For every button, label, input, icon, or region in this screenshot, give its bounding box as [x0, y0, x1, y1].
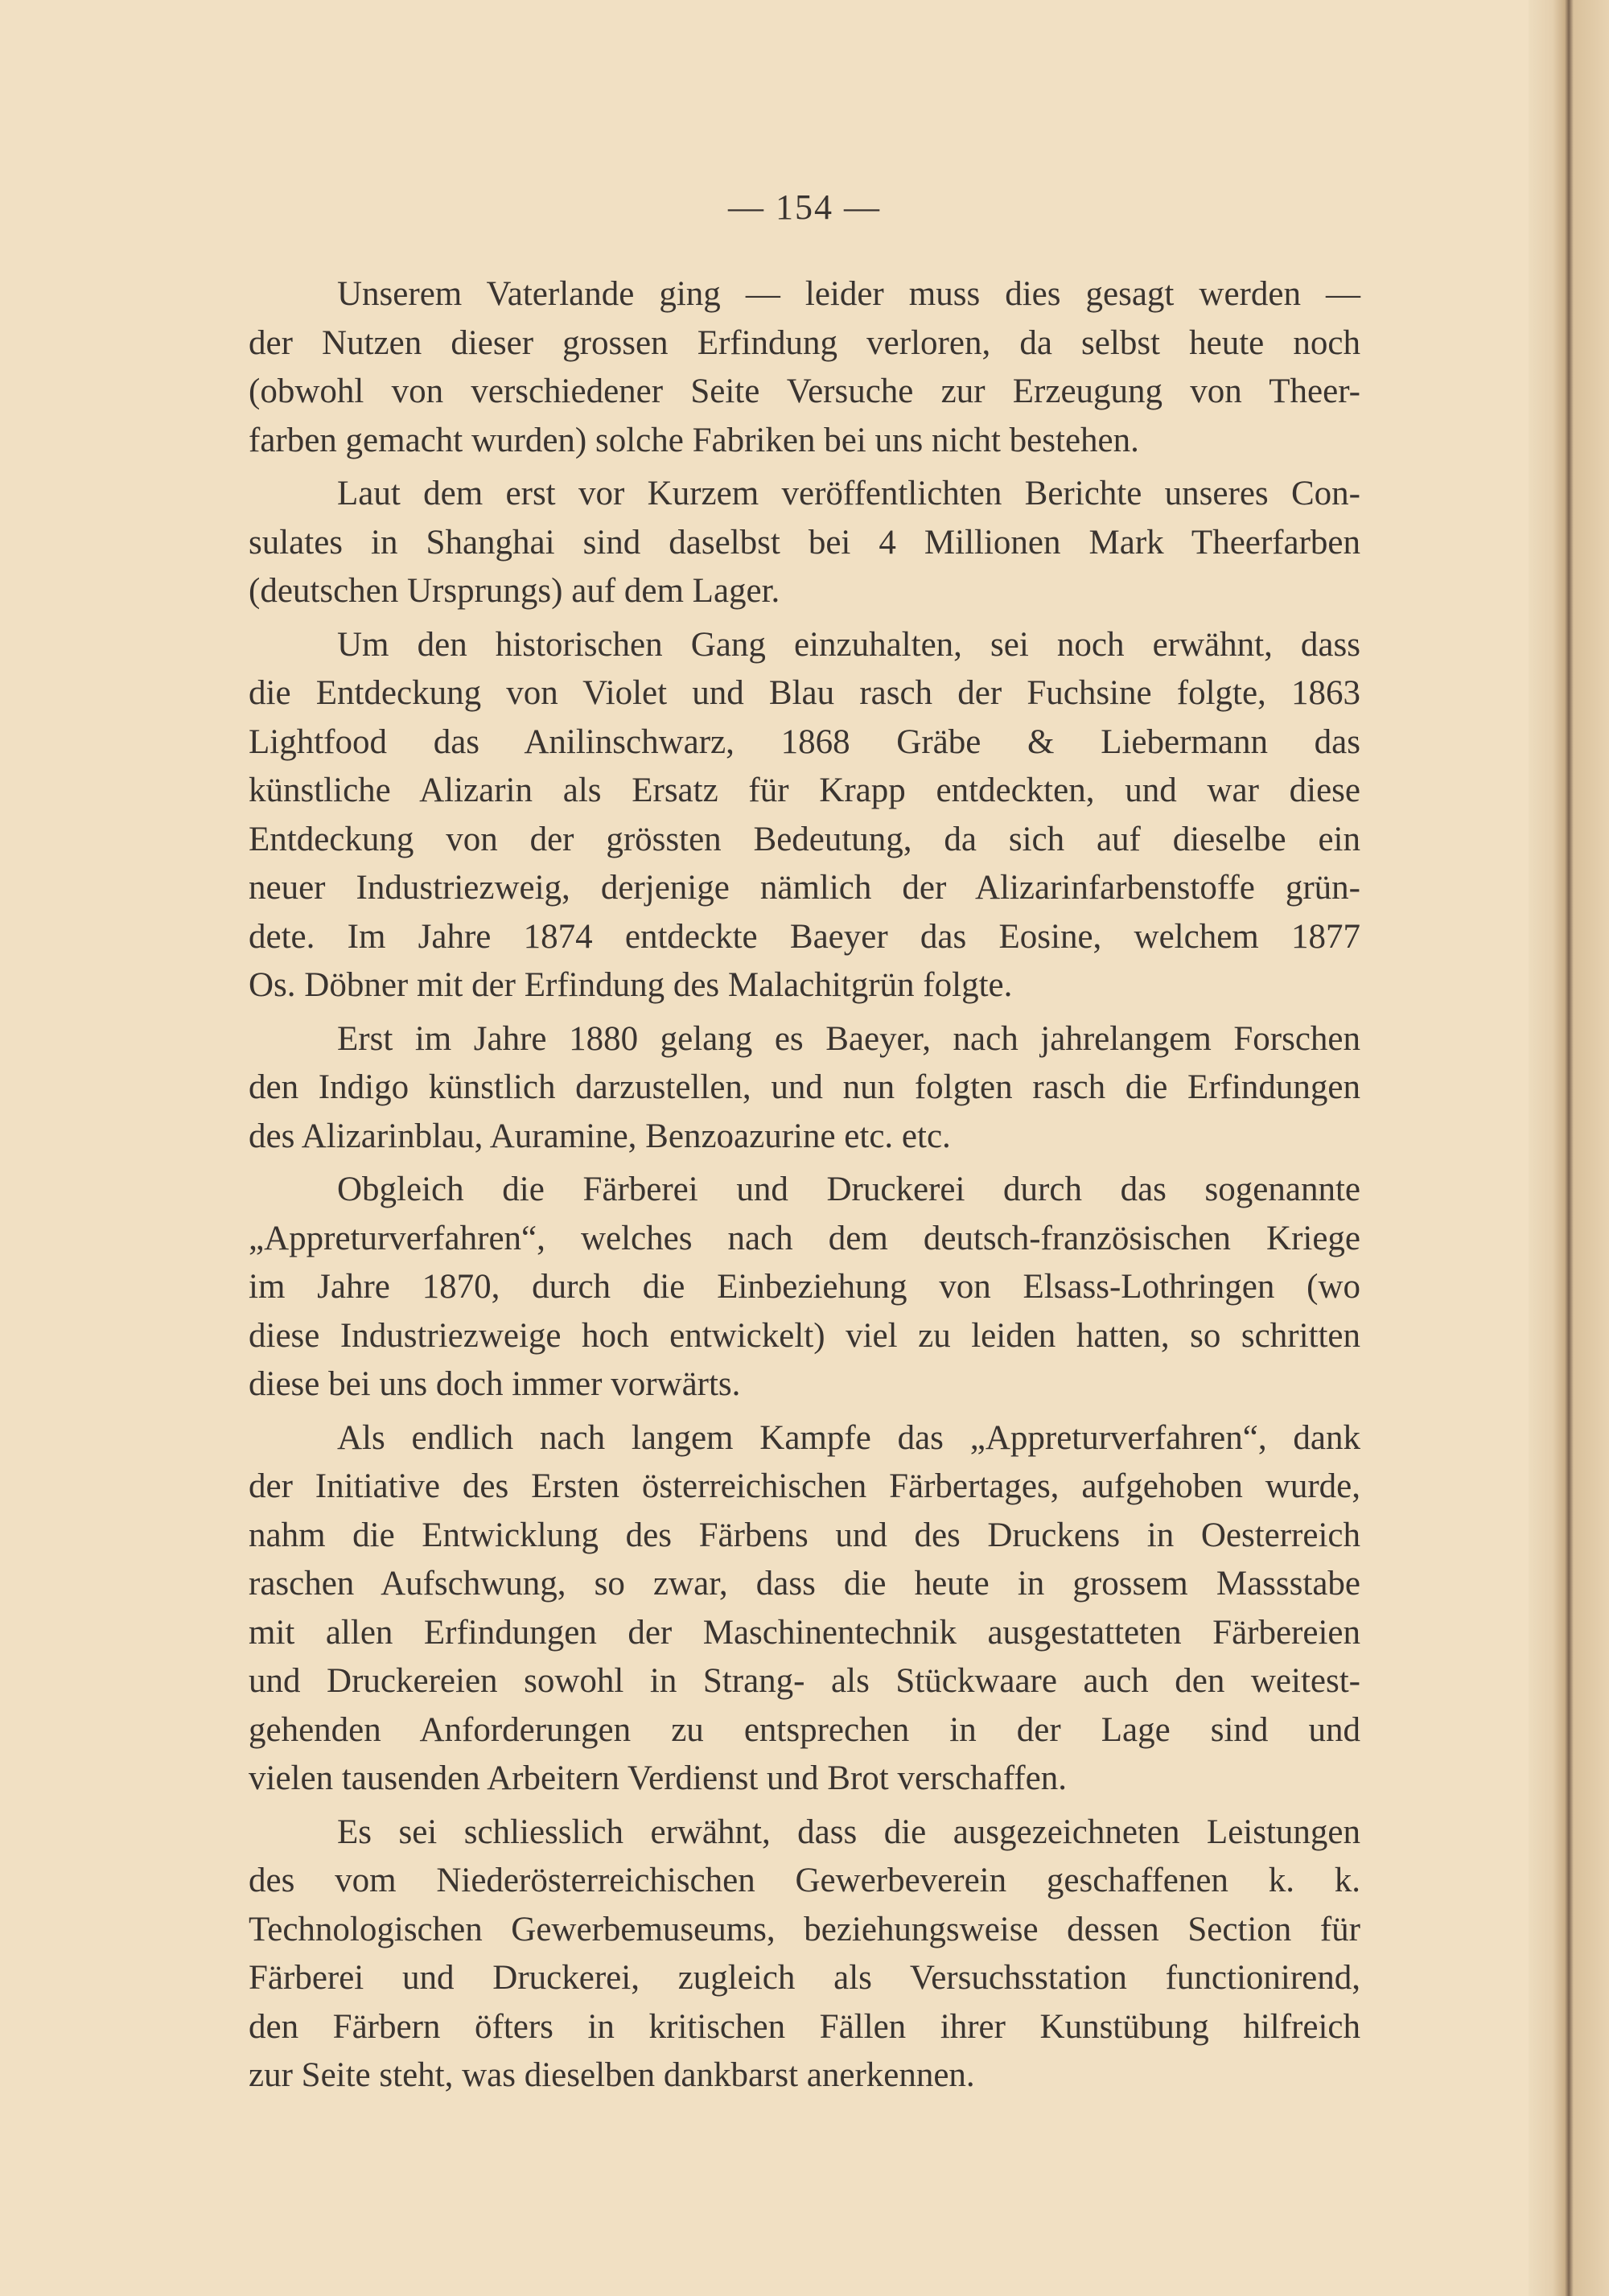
text-line: den Färbern öfters in kritischen Fällen ihrer Kunstübung hilfreich — [249, 2007, 1360, 2046]
text-line: künstliche Alizarin als Ersatz für Krapp entdeckten, und war diese — [249, 772, 1360, 809]
page-number: — 154 — — [728, 187, 881, 227]
text-line: Entdeckung von der grössten Bedeutung, da sich auf dieselbe ein — [249, 820, 1360, 858]
text-line: Als endlich nach langem Kampfe das „Appreturverfahren“, dank — [337, 1418, 1360, 1457]
text-line: neuer Industriezweig, derjenige nämlich der Alizarinfarbenstoffe grün- — [249, 869, 1360, 907]
text-line: Es sei schliesslich erwähnt, dass die ausgezeichneten Leistungen — [337, 1813, 1360, 1851]
text-line: Färberei und Druckerei, zugleich als Versuchsstation functionirend, — [249, 1959, 1360, 1997]
text-line: die Entdeckung von Violet und Blau rasch der Fuchsine folgte, 1863 — [249, 674, 1360, 712]
text-line: Erst im Jahre 1880 gelang es Baeyer, nach jahrelangem Forschen — [337, 1019, 1360, 1058]
text-line: Os. Döbner mit der Erfindung des Malachitgrün folgte. — [249, 966, 1013, 1004]
text-line: nahm die Entwicklung des Färbens und des Druckens in Oesterreich — [249, 1516, 1360, 1554]
text-line: der Initiative des Ersten österreichischen Färbertages, aufgehoben wurde, — [249, 1467, 1360, 1505]
text-line: (deutschen Ursprungs) auf dem Lager. — [249, 572, 780, 610]
text-line: vielen tausenden Arbeitern Verdienst und Brot verschaffen. — [249, 1759, 1067, 1797]
text-line: Obgleich die Färberei und Druckerei durch das sogenannte — [337, 1171, 1360, 1208]
text-line: „Appreturverfahren“, welches nach dem deutsch-französischen Kriege — [249, 1219, 1360, 1257]
text-line: sulates in Shanghai sind daselbst bei 4 Millionen Mark Theerfarben — [249, 523, 1360, 562]
text-line: Lightfood das Anilinschwarz, 1868 Gräbe & Liebermann das — [249, 722, 1360, 761]
text-line: und Druckereien sowohl in Strang- als Stückwaare auch den weitest- — [249, 1662, 1360, 1700]
paragraph — [249, 1015, 1360, 1162]
text-line: Um den historischen Gang einzuhalten, sei noch erwähnt, dass — [337, 625, 1360, 664]
text-line: dete. Im Jahre 1874 entdeckte Baeyer das Eosine, welchem 1877 — [249, 917, 1360, 956]
paragraph — [249, 470, 1360, 616]
text-line: farben gemacht wurden) solche Fabriken bei uns nicht bestehen. — [249, 421, 1139, 459]
text-line: (obwohl von verschiedener Seite Versuche zur Erzeugung von Theer- — [249, 372, 1360, 410]
text-line: den Indigo künstlich darzustellen, und nun folgten rasch die Erfindungen — [249, 1068, 1360, 1106]
paragraph — [249, 270, 1360, 465]
text-line: diese Industriezweige hoch entwickelt) viel zu leiden hatten, so schritten — [249, 1316, 1360, 1355]
text-line: diese bei uns doch immer vorwärts. — [249, 1365, 741, 1403]
text-line: gehenden Anforderungen zu entsprechen in der Lage sind und — [249, 1710, 1360, 1749]
text-line: Laut dem erst vor Kurzem veröffentlichten Berichte unseres Con- — [337, 475, 1360, 512]
text-line: der Nutzen dieser grossen Erfindung verloren, da selbst heute noch — [249, 323, 1360, 362]
text-line: im Jahre 1870, durch die Einbeziehung von Elsass-Lothringen (wo — [249, 1268, 1360, 1306]
paragraph — [249, 1166, 1360, 1409]
paragraph — [249, 1808, 1360, 2101]
paragraph — [249, 621, 1360, 1010]
text-line: Unserem Vaterlande ging — leider muss dies gesagt werden — — [337, 275, 1360, 313]
page-body — [249, 270, 1360, 2105]
text-line: raschen Aufschwung, so zwar, dass die heute in grossem Massstabe — [249, 1565, 1360, 1603]
text-line: des Alizarinblau, Auramine, Benzoazurine etc. etc. — [249, 1117, 951, 1155]
text-line: zur Seite steht, was dieselben dankbarst anerkennen. — [249, 2056, 975, 2094]
text-line: mit allen Erfindungen der Maschinentechnik ausgestatteten Färbereien — [249, 1613, 1360, 1652]
book-binding-edge — [1529, 0, 1609, 2296]
text-line: des vom Niederösterreichischen Gewerbeverein geschaffenen k. k. — [249, 1862, 1360, 1899]
text-line: Technologischen Gewerbemuseums, beziehungsweise dessen Section für — [249, 1910, 1360, 1948]
paragraph — [249, 1414, 1360, 1804]
